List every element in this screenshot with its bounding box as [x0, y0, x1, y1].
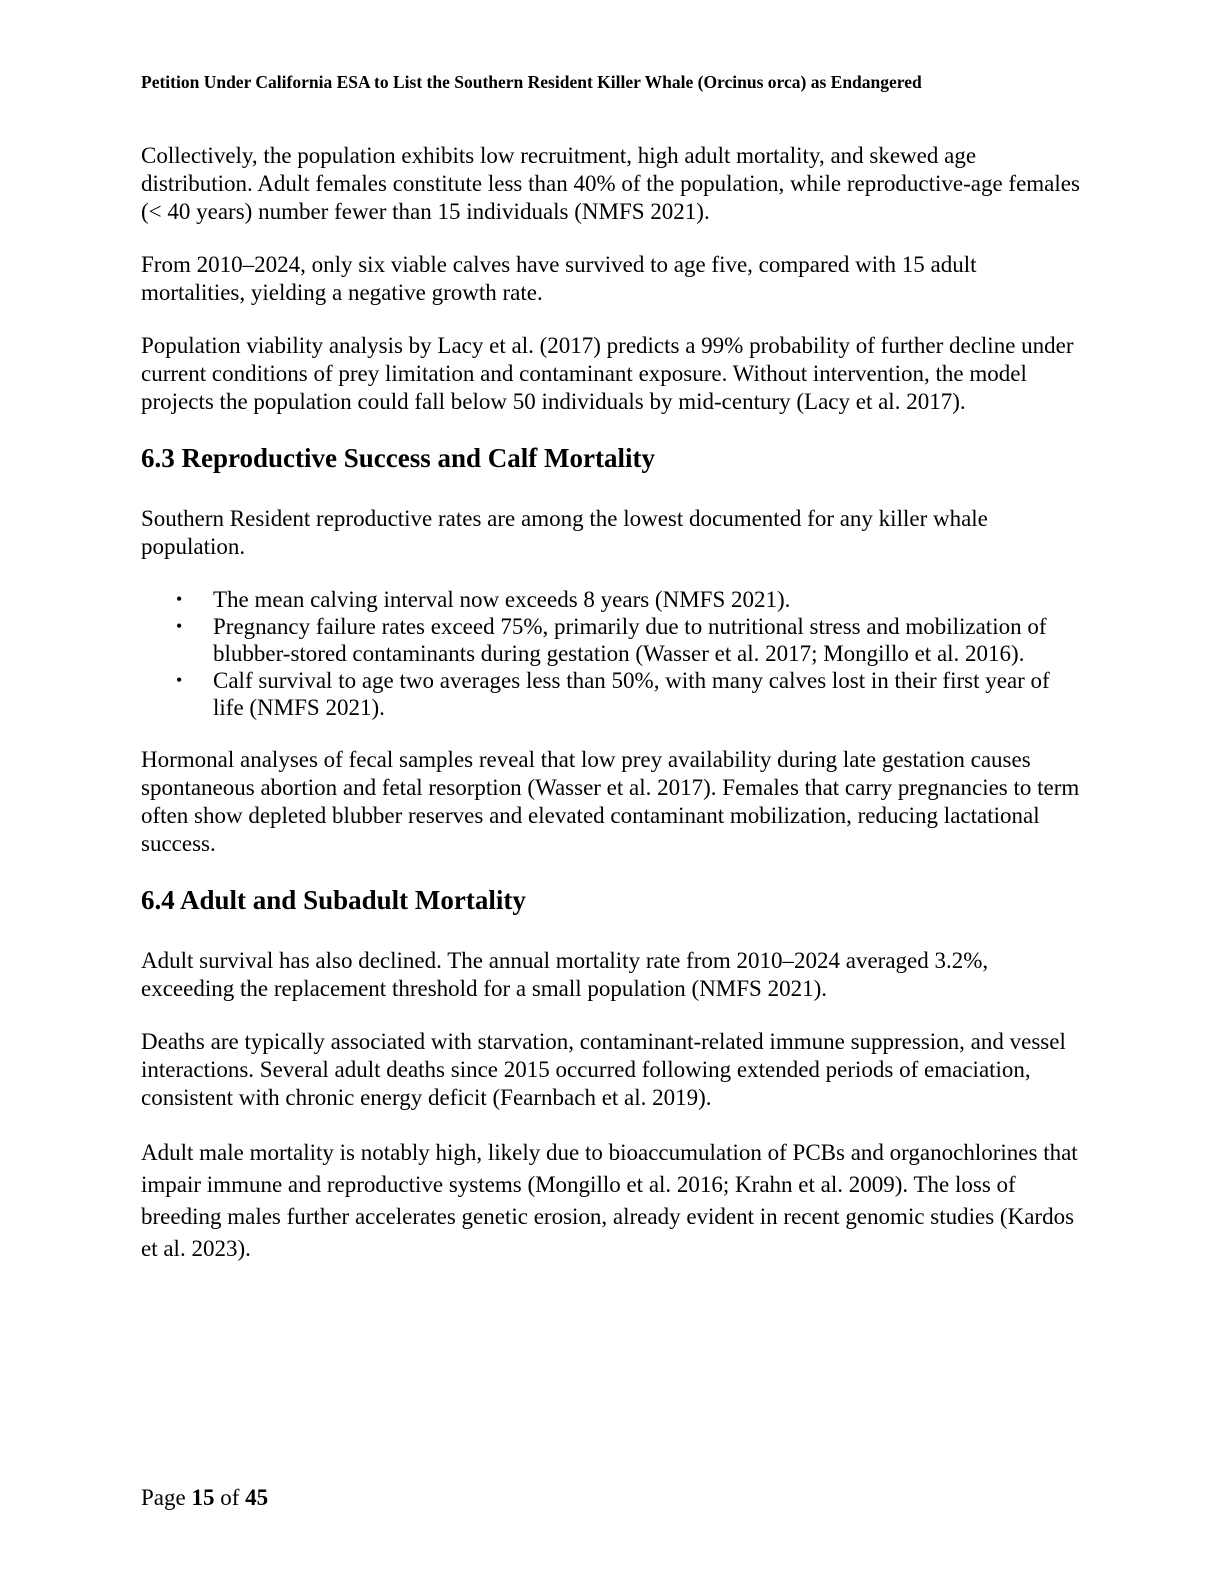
- total-page-count: 45: [245, 1485, 269, 1510]
- bullet-icon: •: [176, 670, 183, 690]
- bullet-icon: •: [176, 589, 183, 609]
- bullet-icon: •: [176, 616, 183, 636]
- page-number: [141, 1485, 268, 1511]
- intro-paragraph-3: Population viability analysis by Lacy et al. (2017) predicts a 99% probability of further decline under current conditions of prey limitation and contaminant exposure. Without intervention, the model projects the population could fall below 50 individuals by mid-century (Lacy et al. 2017).: [141, 333, 1074, 414]
- running-header: Petition Under California ESA to List the Southern Resident Killer Whale (Orcinus orca) as Endangered: [141, 72, 922, 92]
- section-6-4-paragraph-2: Deaths are typically associated with starvation, contaminant-related immune suppression, and vessel interactions. Several adult deaths since 2015 occurred following extended periods of emaciation, consistent with chronic energy deficit (Fearnbach et al. 2019).: [141, 1029, 1066, 1110]
- section-heading-6-3: 6.3 Reproductive Success and Calf Mortality: [141, 443, 655, 473]
- list-item: [176, 667, 1081, 721]
- section-heading-6-4: 6.4 Adult and Subadult Mortality: [141, 885, 526, 915]
- bullet-list: [141, 586, 1081, 721]
- section-6-4-paragraph-3: Adult male mortality is notably high, likely due to bioaccumulation of PCBs and organochlorines that impair immune and reproductive systems (Mongillo et al. 2016; Krahn et al. 2009). The loss of breeding males further accelerates genetic erosion, already evident in recent genomic studies (Kardos et al. 2023).: [141, 1140, 1078, 1261]
- list-item: [176, 613, 1081, 667]
- page-label: Page: [141, 1485, 186, 1510]
- current-page-number: 15: [191, 1485, 215, 1510]
- page-body: [141, 142, 1081, 1290]
- section-6-3-lead: Southern Resident reproductive rates are among the lowest documented for any killer whale population.: [141, 506, 988, 559]
- list-item-text: The mean calving interval now exceeds 8 years (NMFS 2021).: [213, 587, 791, 612]
- of-label: of: [220, 1485, 240, 1510]
- list-item-text: Calf survival to age two averages less than 50%, with many calves lost in their first year of life (NMFS 2021).: [213, 668, 1050, 720]
- intro-paragraph-1: Collectively, the population exhibits low recruitment, high adult mortality, and skewed age distribution. Adult females constitute less than 40% of the population, while reproductive-age females (< 40 years) number fewer than 15 individuals (NMFS 2021).: [141, 143, 1080, 224]
- section-6-4-paragraph-1: Adult survival has also declined. The annual mortality rate from 2010–2024 averaged 3.2%, exceeding the replacement threshold for a small population (NMFS 2021).: [141, 948, 989, 1001]
- intro-paragraph-2: From 2010–2024, only six viable calves have survived to age five, compared with 15 adult mortalities, yielding a negative growth rate.: [141, 252, 977, 305]
- section-6-3-closing: Hormonal analyses of fecal samples reveal that low prey availability during late gestation causes spontaneous abortion and fetal resorption (Wasser et al. 2017). Females that carry pregnancies to term often show depleted blubber reserves and elevated contaminant mobilization, reducing lactational success.: [141, 747, 1080, 856]
- list-item: [176, 586, 1081, 613]
- list-item-text: Pregnancy failure rates exceed 75%, primarily due to nutritional stress and mobilization of blubber-stored contaminants during gestation (Wasser et al. 2017; Mongillo et al. 2016).: [213, 614, 1047, 666]
